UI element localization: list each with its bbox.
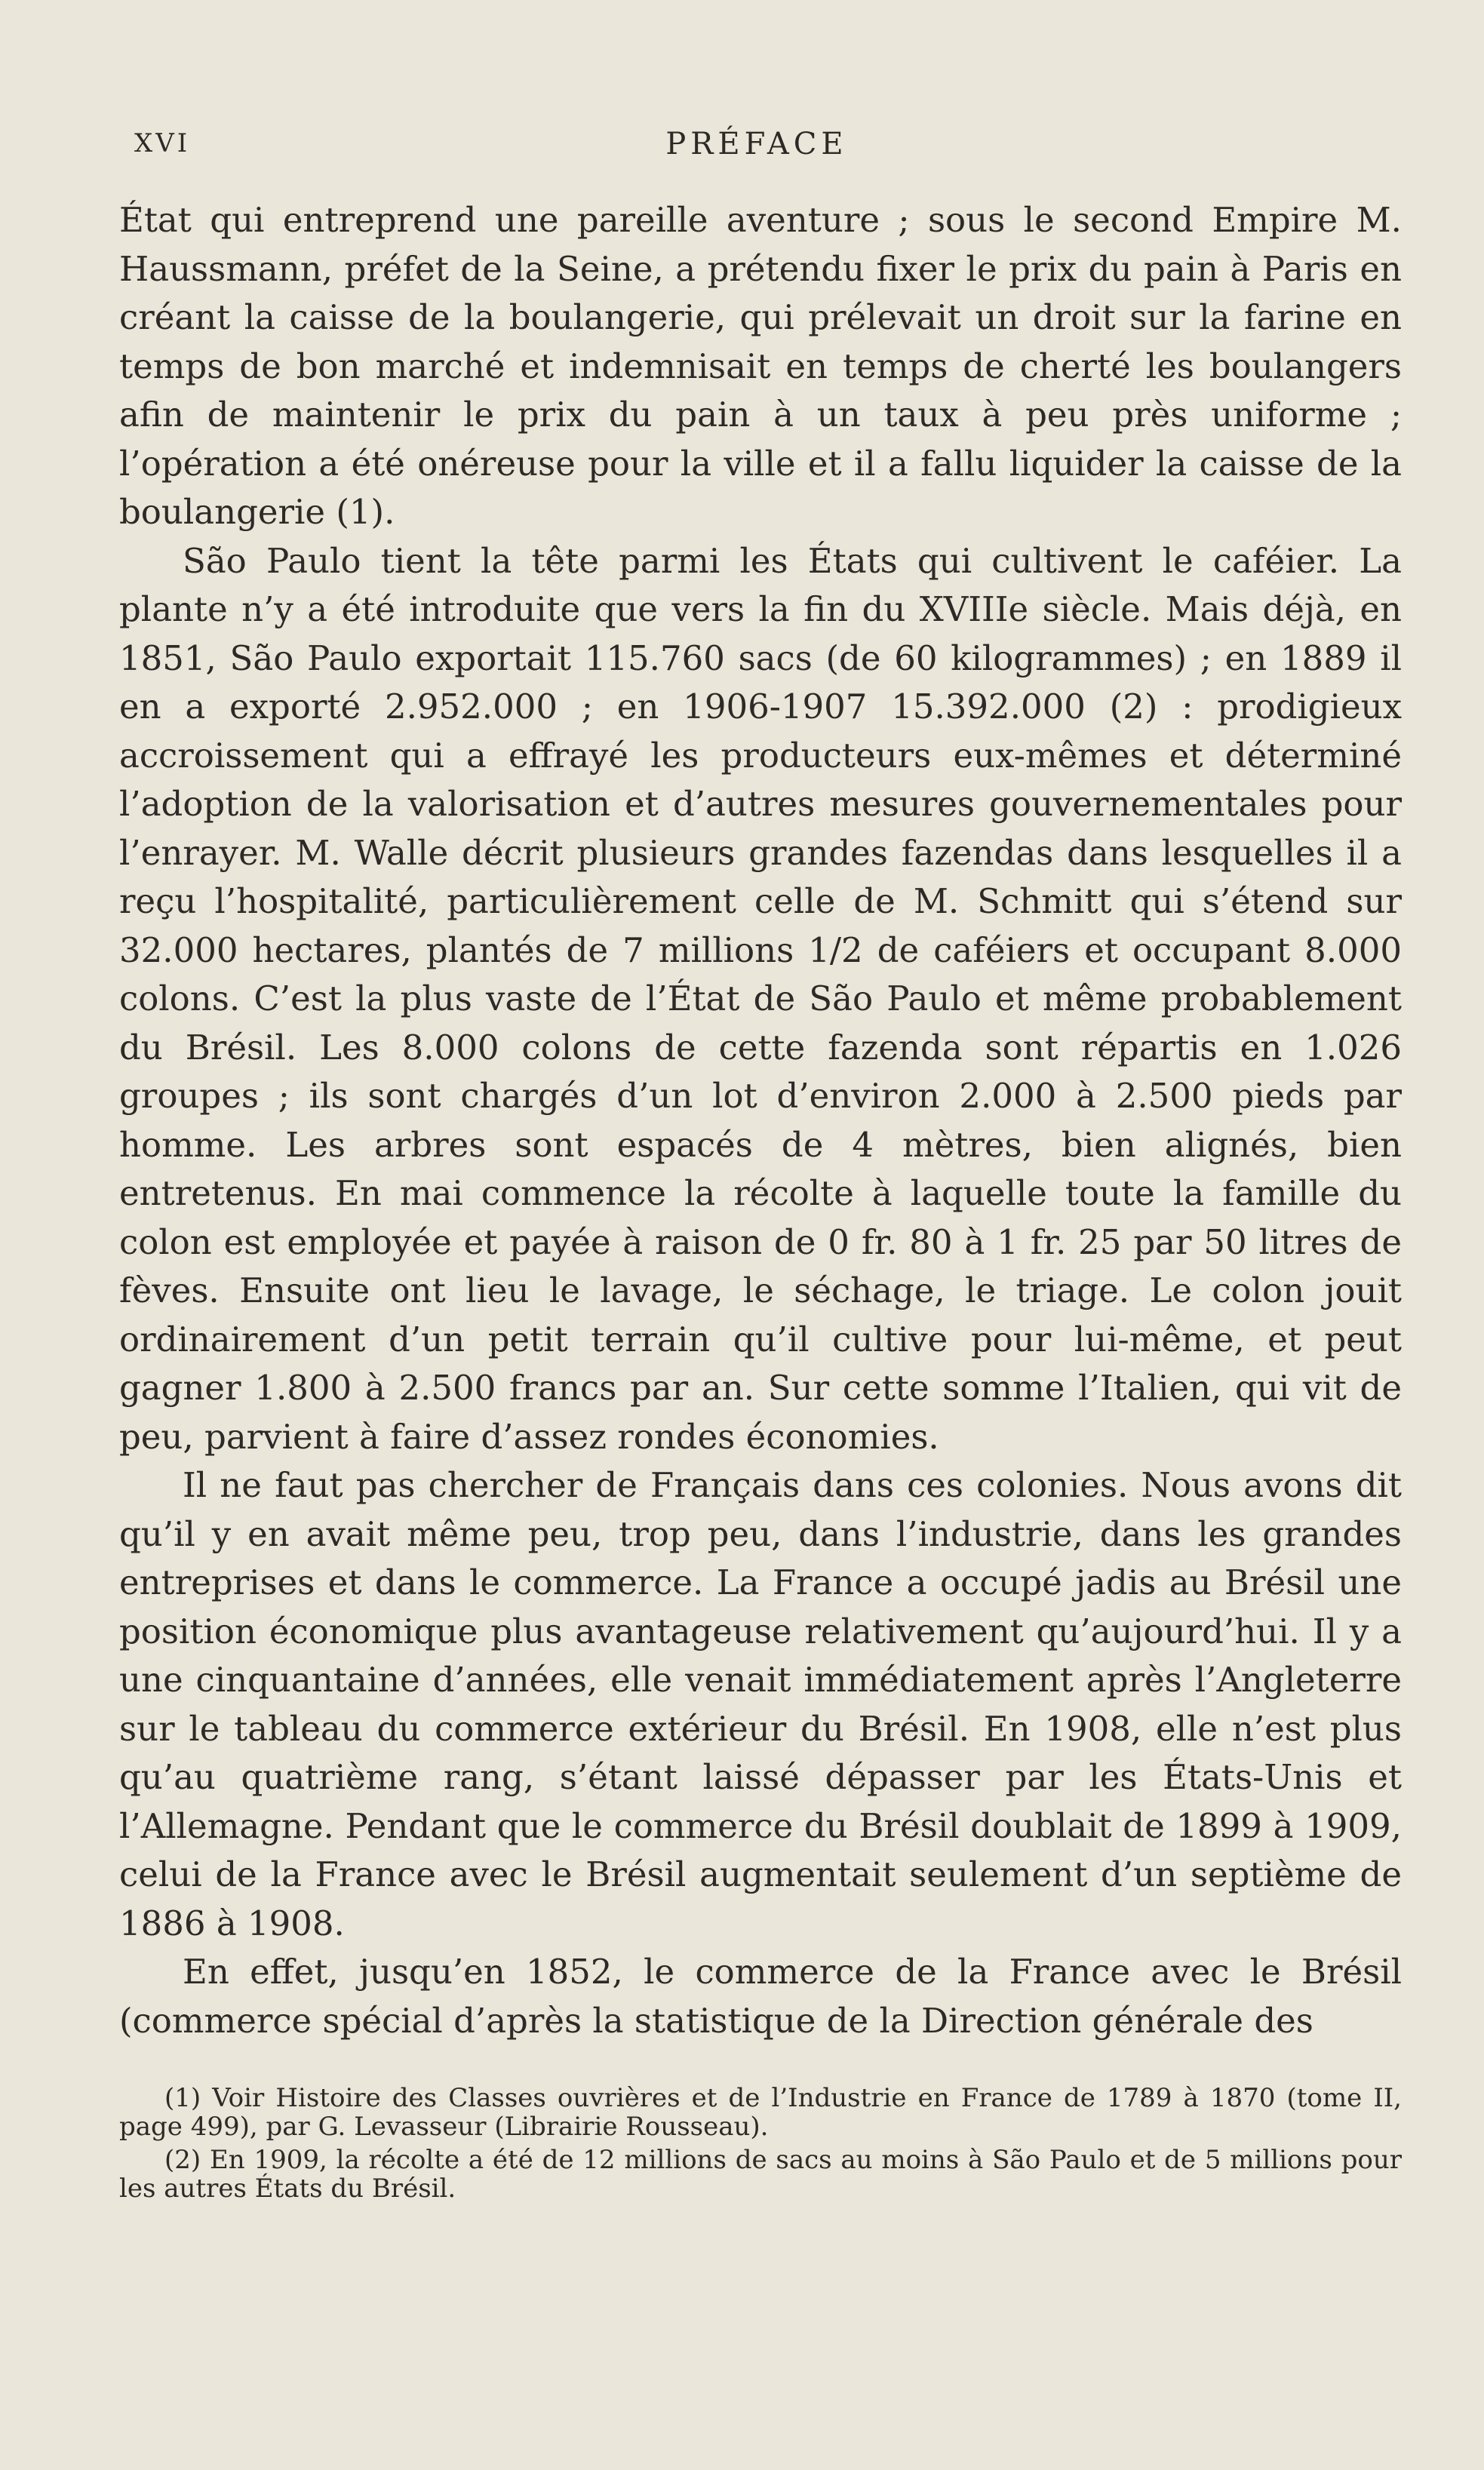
page-number: XVI [134, 128, 191, 158]
page-header [119, 121, 1394, 166]
paragraph: São Paulo tient la tête parmi les États qui cultivent le caféier. La plante n’y a été introduite que vers la fin du XVIIIe siècle. Mais déjà, en 1851, São Paulo exportait 115.760 sacs (de 60 kilogrammes) ; en 1889 il en a exporté 2.952.000 ; en 1906-1907 15.392.000 (2) : prodigieux accroissement qui a effrayé les producteurs eux-mêmes et déterminé l’adoption de la valorisation et d’autres mesures gouvernementales pour l’enrayer. M. Walle décrit plusieurs grandes fazendas dans lesquelles il a reçu l’hospitalité, particulièrement celle de M. Schmitt qui s’étend sur 32.000 hectares, plantés de 7 millions 1/2 de caféiers et occupant 8.000 colons. C’est la plus vaste de l’État de São Paulo et même probablement du Brésil. Les 8.000 colons de cette fazenda sont répartis en 1.026 groupes ; ils sont chargés d’un lot d’environ 2.000 à 2.500 pieds par homme. Les arbres sont espacés de 4 mètres, bien alignés, bien entretenus. En mai commence la récolte à laquelle toute la famille du colon est employée et payée à raison de 0 fr. 80 à 1 fr. 25 par 50 litres de fèves. Ensuite ont lieu le lavage, le séchage, le triage. Le colon jouit ordinairement d’un petit terrain qu’il cultive pour lui-même, et peut gagner 1.800 à 2.500 francs par an. Sur cette somme l’Italien, qui vit de peu, parvient à faire d’assez rondes économies. [119, 540, 1402, 1457]
paragraph: Il ne faut pas chercher de Français dans ces colonies. Nous avons dit qu’il y en avait même peu, trop peu, dans l’industrie, dans les grandes entreprises et dans le commerce. La France a occupé jadis au Brésil une position économique plus avantageuse relativement qu’aujourd’hui. Il y a une cinquantaine d’années, elle venait immédiatement après l’Angleterre sur le tableau du commerce extérieur du Brésil. En 1908, elle n’est plus qu’au quatrième rang, s’étant laissé dépasser par les États-Unis et l’Allemagne. Pendant que le commerce du Brésil doublait de 1899 à 1909, celui de la France avec le Brésil augmentait seulement d’un septième de 1886 à 1908. [119, 1465, 1402, 1943]
footnotes [119, 2084, 1402, 2207]
running-title: PRÉFACE [665, 127, 848, 161]
paragraph: En effet, jusqu’en 1852, le commerce de la France avec le Brésil (commerce spécial d’après la statistique de la Direction générale des [119, 1952, 1402, 2041]
footnote: (2) En 1909, la récolte a été de 12 millions de sacs au moins à São Paulo et de 5 millions pour les autres États du Brésil. [119, 2145, 1402, 2204]
body-text [119, 196, 1402, 2045]
footnote: (1) Voir Histoire des Classes ouvrières et de l’Industrie en France de 1789 à 1870 (tome II, page 499), par G. Levasseur (Librairie Rousseau). [119, 2083, 1402, 2142]
paragraph: État qui entreprend une pareille aventure ; sous le second Empire M. Haussmann, préfet de la Seine, a prétendu fixer le prix du pain à Paris en créant la caisse de la boulangerie, qui prélevait un droit sur la farine en temps de bon marché et indemnisait en temps de cherté les boulangers afin de maintenir le prix du pain à un taux à peu près uniforme ; l’opération a été onéreuse pour la ville et il a fallu liquider la caisse de la boulangerie (1). [119, 200, 1402, 532]
